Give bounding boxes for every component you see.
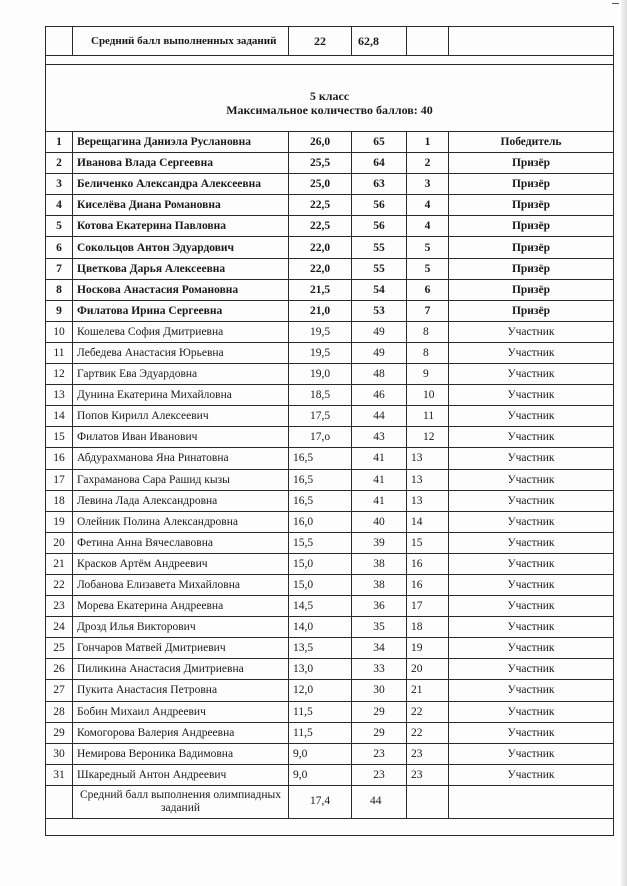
separator-row: [46, 56, 614, 65]
row-number: 28: [46, 701, 73, 722]
participant-status: Призёр: [449, 258, 614, 279]
participant-percent: 29: [352, 701, 407, 722]
table-row: [46, 764, 614, 785]
participant-name: Гахраманова Сара Рашид кызы: [73, 469, 289, 490]
participant-score: 22,5: [289, 195, 352, 216]
row-number: 4: [46, 195, 73, 216]
participant-percent: 29: [352, 722, 407, 743]
participant-place: 5: [407, 237, 449, 258]
participant-place: 1: [407, 132, 449, 153]
participant-place: 6: [407, 279, 449, 300]
participant-score: 15,0: [289, 553, 352, 574]
row-number: 25: [46, 638, 73, 659]
participant-place: 13: [407, 469, 449, 490]
table-row: [46, 279, 614, 300]
participant-name: Немирова Вероника Вадимовна: [73, 743, 289, 764]
participant-status: Участник: [449, 532, 614, 553]
row-number: 27: [46, 680, 73, 701]
participant-name: Котова Екатерина Павловна: [73, 216, 289, 237]
participant-score: 18,5: [289, 385, 352, 406]
participant-score: 22,0: [289, 237, 352, 258]
table-row: [46, 448, 614, 469]
participant-status: Участник: [449, 701, 614, 722]
participant-place: 16: [407, 553, 449, 574]
bottom-summary-label: Средний балл выполнения олимпиадных заданий: [73, 785, 289, 818]
row-number: 29: [46, 722, 73, 743]
participant-status: Участник: [449, 617, 614, 638]
participant-rows: [46, 132, 614, 786]
participant-percent: 33: [352, 659, 407, 680]
participant-place: 16: [407, 574, 449, 595]
participant-status: Призёр: [449, 237, 614, 258]
participant-score: 15,0: [289, 574, 352, 595]
row-number: 10: [46, 321, 73, 342]
table-row: [46, 258, 614, 279]
participant-place: 22: [407, 722, 449, 743]
row-number: 16: [46, 448, 73, 469]
row-number: 7: [46, 258, 73, 279]
participant-name: Иванова Влада Сергеевна: [73, 153, 289, 174]
table-row: [46, 406, 614, 427]
participant-score: 15,5: [289, 532, 352, 553]
participant-status: Участник: [449, 680, 614, 701]
participant-percent: 36: [352, 596, 407, 617]
participant-name: Сокольцов Антон Эдуардович: [73, 237, 289, 258]
participant-status: Участник: [449, 638, 614, 659]
table-row: [46, 490, 614, 511]
participant-place: 21: [407, 680, 449, 701]
participant-name: Филатов Иван Иванович: [73, 427, 289, 448]
top-summary-status-empty: [449, 27, 614, 56]
table-row: [46, 701, 614, 722]
row-number: 1: [46, 132, 73, 153]
table-row: [46, 532, 614, 553]
bottom-summary-row: [46, 785, 614, 818]
participant-score: 14,0: [289, 617, 352, 638]
participant-score: 11,5: [289, 701, 352, 722]
trailing-row: [46, 818, 614, 835]
participant-status: Участник: [449, 743, 614, 764]
row-number: 5: [46, 216, 73, 237]
participant-name: Гончаров Матвей Дмитриевич: [73, 638, 289, 659]
participant-status: Призёр: [449, 174, 614, 195]
row-number: 23: [46, 596, 73, 617]
participant-percent: 44: [352, 406, 407, 427]
participant-name: Филатова Ирина Сергеевна: [73, 300, 289, 321]
grade-title: 5 класс: [309, 89, 350, 103]
table-row: [46, 638, 614, 659]
participant-status: Участник: [449, 406, 614, 427]
table-row: [46, 427, 614, 448]
participant-name: Шкаредный Антон Андреевич: [73, 764, 289, 785]
row-number: 12: [46, 364, 73, 385]
table-row: [46, 342, 614, 363]
participant-status: Участник: [449, 385, 614, 406]
participant-status: Участник: [449, 722, 614, 743]
row-number: 11: [46, 342, 73, 363]
participant-status: Победитель: [449, 132, 614, 153]
row-number: 18: [46, 490, 73, 511]
participant-name: Дунина Екатерина Михайловна: [73, 385, 289, 406]
participant-name: Лебедева Анастасия Юрьевна: [73, 342, 289, 363]
bottom-summary-empty: [46, 785, 73, 818]
participant-percent: 35: [352, 617, 407, 638]
bottom-summary-score: 17,4: [289, 785, 352, 818]
participant-name: Фетина Анна Вячеславовна: [73, 532, 289, 553]
row-number: 19: [46, 511, 73, 532]
participant-score: 16,5: [289, 469, 352, 490]
participant-place: 19: [407, 638, 449, 659]
table-row: [46, 743, 614, 764]
participant-place: 13: [407, 448, 449, 469]
max-score-label: Максимальное количество баллов: 40: [226, 103, 433, 117]
separator-cell: [46, 56, 614, 65]
row-number: 21: [46, 553, 73, 574]
row-number: 22: [46, 574, 73, 595]
participant-score: 17,о: [289, 427, 352, 448]
participant-percent: 41: [352, 469, 407, 490]
participant-score: 9,0: [289, 743, 352, 764]
participant-place: 5: [407, 258, 449, 279]
participant-name: Верещагина Даниэла Руслановна: [73, 132, 289, 153]
participant-percent: 56: [352, 195, 407, 216]
bottom-summary-percent: 44: [352, 785, 407, 818]
table-row: [46, 469, 614, 490]
participant-percent: 55: [352, 237, 407, 258]
row-number: 31: [46, 764, 73, 785]
participant-name: Киселёва Диана Романовна: [73, 195, 289, 216]
table-row: [46, 237, 614, 258]
results-table: [45, 26, 614, 836]
table-row: [46, 174, 614, 195]
row-number: 13: [46, 385, 73, 406]
participant-status: Призёр: [449, 279, 614, 300]
participant-percent: 49: [352, 342, 407, 363]
participant-score: 22,5: [289, 216, 352, 237]
participant-percent: 63: [352, 174, 407, 195]
table-row: [46, 385, 614, 406]
participant-status: Участник: [449, 427, 614, 448]
table-row: [46, 321, 614, 342]
participant-status: Участник: [449, 490, 614, 511]
table-row: [46, 617, 614, 638]
participant-status: Участник: [449, 364, 614, 385]
trailing-cell: [46, 818, 614, 835]
participant-score: 16,5: [289, 490, 352, 511]
participant-name: Пукита Анастасия Петровна: [73, 680, 289, 701]
grade-header-row: [46, 65, 614, 132]
table-row: [46, 132, 614, 153]
participant-score: 25,5: [289, 153, 352, 174]
participant-percent: 49: [352, 321, 407, 342]
participant-status: Участник: [449, 596, 614, 617]
participant-place: 10: [407, 385, 449, 406]
participant-name: Кошелева София Дмитриевна: [73, 321, 289, 342]
participant-status: Участник: [449, 574, 614, 595]
participant-status: Участник: [449, 321, 614, 342]
participant-score: 19,5: [289, 321, 352, 342]
participant-name: Цветкова Дарья Алексеевна: [73, 258, 289, 279]
participant-place: 23: [407, 743, 449, 764]
row-number: 20: [46, 532, 73, 553]
participant-percent: 23: [352, 743, 407, 764]
participant-place: 17: [407, 596, 449, 617]
participant-place: 14: [407, 511, 449, 532]
participant-status: Участник: [449, 448, 614, 469]
participant-percent: 48: [352, 364, 407, 385]
participant-status: Участник: [449, 659, 614, 680]
row-number: 30: [46, 743, 73, 764]
participant-place: 13: [407, 490, 449, 511]
participant-place: 22: [407, 701, 449, 722]
participant-place: 15: [407, 532, 449, 553]
participant-percent: 54: [352, 279, 407, 300]
participant-score: 16,0: [289, 511, 352, 532]
participant-status: Призёр: [449, 216, 614, 237]
participant-percent: 41: [352, 448, 407, 469]
participant-score: 9,0: [289, 764, 352, 785]
grade-header-cell: [46, 65, 614, 132]
row-number: 9: [46, 300, 73, 321]
participant-name: Комогорова Валерия Андреевна: [73, 722, 289, 743]
top-summary-score: 22: [289, 27, 352, 56]
bottom-summary-place-empty: [407, 785, 449, 818]
participant-status: Призёр: [449, 195, 614, 216]
row-number: 17: [46, 469, 73, 490]
participant-score: 16,5: [289, 448, 352, 469]
table-row: [46, 722, 614, 743]
participant-score: 13,5: [289, 638, 352, 659]
participant-place: 18: [407, 617, 449, 638]
top-summary-label: Средний балл выполненных заданий: [73, 27, 289, 56]
row-number: 14: [46, 406, 73, 427]
top-summary-row: [46, 27, 614, 56]
participant-name: Красков Артём Андреевич: [73, 553, 289, 574]
participant-name: Бобин Михаил Андреевич: [73, 701, 289, 722]
table-row: [46, 153, 614, 174]
participant-status: Призёр: [449, 300, 614, 321]
participant-status: Участник: [449, 342, 614, 363]
participant-name: Абдурахманова Яна Ринатовна: [73, 448, 289, 469]
participant-score: 21,5: [289, 279, 352, 300]
participant-place: 8: [407, 342, 449, 363]
table-row: [46, 574, 614, 595]
table-row: [46, 659, 614, 680]
participant-status: Участник: [449, 553, 614, 574]
top-summary-place-empty: [407, 27, 449, 56]
participant-score: 12,0: [289, 680, 352, 701]
participant-name: Беличенко Александра Алексеевна: [73, 174, 289, 195]
row-number: 26: [46, 659, 73, 680]
participant-place: 3: [407, 174, 449, 195]
participant-place: 4: [407, 195, 449, 216]
participant-name: Носкова Анастасия Романовна: [73, 279, 289, 300]
participant-percent: 23: [352, 764, 407, 785]
row-number: 3: [46, 174, 73, 195]
participant-percent: 38: [352, 574, 407, 595]
participant-score: 17,5: [289, 406, 352, 427]
participant-percent: 64: [352, 153, 407, 174]
participant-percent: 30: [352, 680, 407, 701]
participant-percent: 43: [352, 427, 407, 448]
participant-place: 23: [407, 764, 449, 785]
participant-score: 19,0: [289, 364, 352, 385]
participant-status: Участник: [449, 511, 614, 532]
participant-percent: 41: [352, 490, 407, 511]
participant-percent: 56: [352, 216, 407, 237]
participant-name: Лобанова Елизавета Михайловна: [73, 574, 289, 595]
participant-score: 22,0: [289, 258, 352, 279]
page-edge: [621, 0, 627, 886]
participant-place: 8: [407, 321, 449, 342]
participant-name: Попов Кирилл Алексеевич: [73, 406, 289, 427]
participant-score: 25,0: [289, 174, 352, 195]
participant-percent: 40: [352, 511, 407, 532]
participant-percent: 39: [352, 532, 407, 553]
participant-percent: 55: [352, 258, 407, 279]
row-number: 2: [46, 153, 73, 174]
participant-name: Олейник Полина Александровна: [73, 511, 289, 532]
participant-place: 20: [407, 659, 449, 680]
participant-status: Участник: [449, 469, 614, 490]
table-row: [46, 195, 614, 216]
row-number: 8: [46, 279, 73, 300]
row-number: 15: [46, 427, 73, 448]
row-number: 6: [46, 237, 73, 258]
participant-name: Левина Лада Александровна: [73, 490, 289, 511]
participant-status: Участник: [449, 764, 614, 785]
participant-name: Пиликина Анастасия Дмитриевна: [73, 659, 289, 680]
participant-place: 9: [407, 364, 449, 385]
participant-name: Морева Екатерина Андреевна: [73, 596, 289, 617]
participant-place: 11: [407, 406, 449, 427]
participant-place: 12: [407, 427, 449, 448]
participant-percent: 34: [352, 638, 407, 659]
participant-name: Дрозд Илья Викторович: [73, 617, 289, 638]
participant-score: 19,5: [289, 342, 352, 363]
participant-percent: 38: [352, 553, 407, 574]
table-row: [46, 364, 614, 385]
participant-percent: 46: [352, 385, 407, 406]
row-number: 24: [46, 617, 73, 638]
table-row: [46, 680, 614, 701]
top-summary-empty: [46, 27, 73, 56]
table-row: [46, 216, 614, 237]
participant-score: 26,0: [289, 132, 352, 153]
participant-percent: 53: [352, 300, 407, 321]
participant-score: 14,5: [289, 596, 352, 617]
table-row: [46, 300, 614, 321]
participant-score: 21,0: [289, 300, 352, 321]
bottom-summary-status-empty: [449, 785, 614, 818]
participant-place: 2: [407, 153, 449, 174]
table-row: [46, 511, 614, 532]
table-row: [46, 596, 614, 617]
corner-mark: [612, 3, 619, 4]
participant-name: Гартвик Ева Эдуардовна: [73, 364, 289, 385]
participant-place: 7: [407, 300, 449, 321]
participant-score: 11,5: [289, 722, 352, 743]
participant-score: 13,0: [289, 659, 352, 680]
participant-status: Призёр: [449, 153, 614, 174]
table-row: [46, 553, 614, 574]
top-summary-percent: 62,8: [352, 27, 407, 56]
participant-place: 4: [407, 216, 449, 237]
participant-percent: 65: [352, 132, 407, 153]
